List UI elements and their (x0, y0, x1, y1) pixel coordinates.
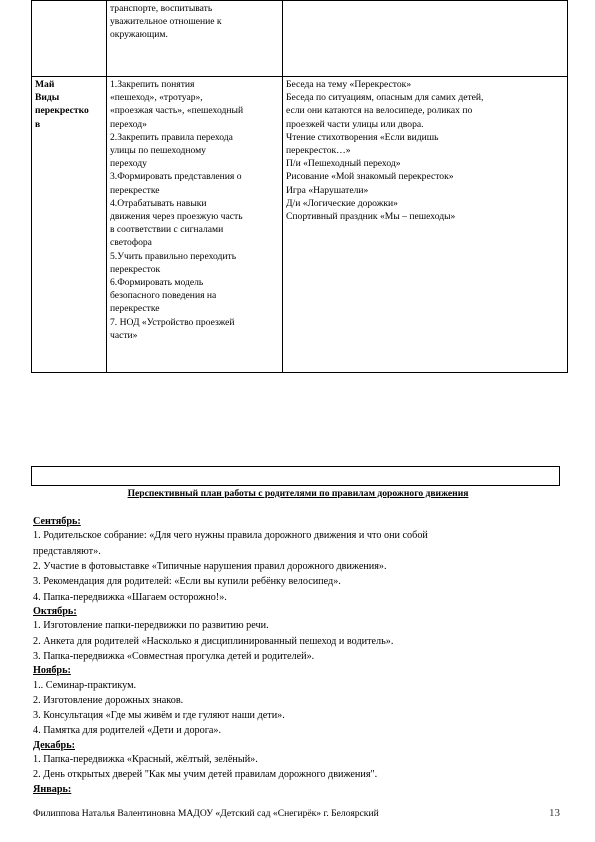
plan-item: 3. Папка-передвижка «Совместная прогулка детей и родителей». (33, 650, 315, 662)
cell-line: «пешеход», «тротуар», (110, 92, 203, 104)
cell-line: безопасного поведения на (110, 290, 217, 302)
table-row (32, 77, 568, 373)
cell-line: перекрестке (110, 303, 160, 315)
page-number: 13 (549, 807, 560, 819)
cell-line: Чтение стихотворения «Если видишь (286, 131, 439, 143)
cell-line: Виды (35, 92, 60, 104)
cell-line: Май (35, 79, 55, 90)
cell-line: Игра «Нарушатели» (286, 184, 369, 196)
cell-line: переход» (110, 118, 147, 130)
cell-line: переходу (110, 158, 147, 170)
table-cell-activities (283, 1, 568, 77)
plan-item: 1. Изготовление папки-передвижки по развитию речи. (33, 620, 269, 632)
table-cell-month (32, 1, 107, 77)
cell-line: Д/и «Логические дорожки» (286, 197, 398, 209)
month-heading: Октябрь: (33, 605, 77, 617)
month-heading: Декабрь: (33, 739, 76, 751)
months-list (33, 515, 563, 796)
page-footer (33, 807, 560, 820)
cell-line: транспорте, воспитывать (110, 3, 213, 14)
cell-line: улицы по пешеходному (110, 145, 206, 157)
cell-line: проезжей части улицы или двора. (286, 118, 424, 130)
cell-line: 6.Формировать модель (110, 277, 204, 289)
cell-line: окружающим. (110, 29, 168, 41)
cell-line: 7. НОД «Устройство проезжей (110, 316, 235, 328)
month-heading: Сентябрь: (33, 516, 81, 527)
cell-line: Беседа на тему «Перекресток» (286, 79, 412, 90)
cell-line: светофора (110, 237, 152, 249)
plan-item: 1.. Семинар-практикум. (33, 679, 137, 691)
table-cell-goals (107, 77, 283, 373)
table-cell-goals (107, 1, 283, 77)
plan-item: 2. День открытых дверей "Как мы учим детей правилам дорожного движения". (33, 769, 378, 781)
cell-line: «проезжая часть», «пешеходный (110, 105, 244, 117)
month-heading: Январь: (33, 783, 72, 795)
cell-line: 1.Закрепить понятия (110, 79, 195, 90)
cell-line: движения через проезжую часть (110, 211, 243, 223)
cell-line: уважительное отношение к (110, 16, 222, 28)
table-row (32, 1, 568, 77)
cell-line: 5.Учить правильно переходить (110, 250, 237, 262)
cell-line: перекресток (110, 263, 161, 275)
plan-item: 1. Папка-передвижка «Красный, жёлтый, зелёный». (33, 754, 258, 766)
cell-line: 4.Отрабатывать навыки (110, 197, 207, 209)
cell-line: П/и «Пешеходный переход» (286, 158, 401, 170)
plan-item: 3. Рекомендация для родителей: «Если вы купили ребёнку велосипед». (33, 576, 341, 588)
month-heading: Ноябрь: (33, 665, 71, 677)
cell-line: перекрестке (110, 184, 160, 196)
plan-item: 1. Родительское собрание: «Для чего нужны правила дорожного движения и что они собой (33, 530, 428, 542)
plan-item: 2. Анкета для родителей «Насколько я дисциплинированный пешеход и водитель». (33, 635, 394, 647)
plan-item: 4. Памятка для родителей «Дети и дорога». (33, 725, 222, 737)
empty-frame-box (31, 466, 560, 486)
cell-line: Рисование «Мой знакомый перекресток» (286, 171, 454, 183)
plan-item: 3. Консультация «Где мы живём и где гуляют наши дети». (33, 710, 285, 722)
cell-line: 2.Закрепить правила перехода (110, 131, 233, 143)
footer-author: Филиппова Наталья Валентиновна МАДОУ «Детский сад «Снегирёк» г. Белоярский (33, 808, 379, 819)
cell-line: если они катаются на велосипеде, роликах по (286, 105, 473, 117)
plan-item: 2. Изготовление дорожных знаков. (33, 694, 184, 706)
cell-line: Спортивный праздник «Мы – пешеходы» (286, 211, 456, 223)
plan-item: 2. Участие в фотовыставке «Типичные нарушения правил дорожного движения». (33, 561, 387, 572)
plan-item: 4. Папка-передвижка «Шагаем осторожно!». (33, 591, 227, 603)
cell-line: перекресток…» (286, 145, 351, 157)
cell-line: в (35, 118, 41, 130)
cell-line: части» (110, 329, 138, 341)
plan-item: представляют». (33, 545, 101, 557)
section-title: Перспективный план работы с родителями по правилам дорожного движения (127, 488, 469, 499)
cell-line: Беседа по ситуациям, опасным для самих детей, (286, 92, 484, 104)
cell-line: 3.Формировать представления о (110, 171, 242, 183)
parents-plan-section (33, 484, 563, 796)
table-cell-activities (283, 77, 568, 373)
lesson-plan-table (31, 0, 568, 373)
table-cell-month (32, 77, 107, 373)
cell-line: перекрестко (35, 105, 89, 117)
cell-line: в соответствии с сигналами (110, 224, 224, 236)
